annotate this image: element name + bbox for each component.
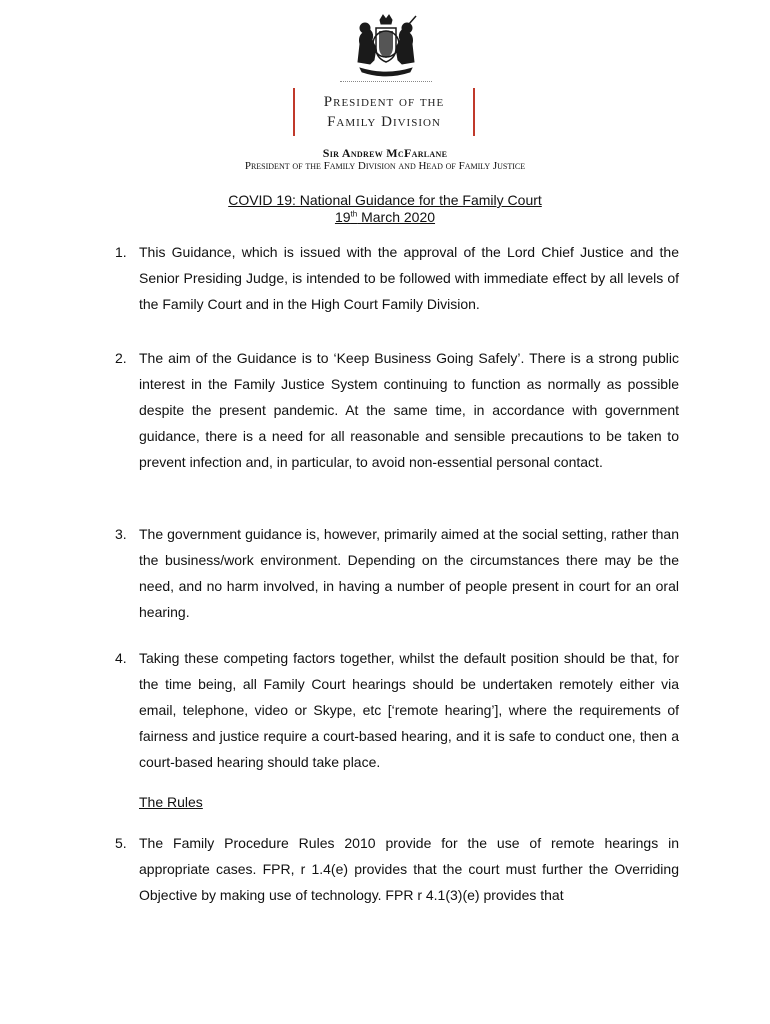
paragraph-text: This Guidance, which is issued with the approval of the Lord Chief Justice and the Senior Presiding Judge, is intended to be followed with immediate effect by all levels of the Family Court and in the High Court Family Division. [139, 244, 679, 312]
paragraph-number: 4. [115, 650, 127, 666]
paragraph-number: 5. [115, 835, 127, 851]
paragraph-number: 1. [115, 244, 127, 260]
paragraph-3 [115, 521, 679, 625]
date-day: 19 [334, 209, 351, 225]
paragraph-number: 3. [115, 526, 127, 542]
paragraph-text: The Family Procedure Rules 2010 provide for the use of remote hearings in appropriate cases. FPR, r 1.4(e) provides that the court must further the Overriding Objective by making use of technology. FPR r 4.1(3)(e) provides that [139, 835, 679, 903]
author-role: President of the Family Division and Head of Family Justice [244, 160, 526, 172]
paragraph-2 [115, 345, 679, 475]
document-date [0, 209, 770, 225]
paragraph-text: The government guidance is, however, primarily aimed at the social setting, rather than the business/work environment. Depending on the circumstances there may be the need, and no harm involved, in having a number of people present in court for an oral hearing. [139, 526, 679, 620]
office-title-block [293, 88, 475, 136]
paragraph-text: The aim of the Guidance is to ‘Keep Business Going Safely’. There is a strong public interest in the Family Justice System continuing to function as normally as possible despite the present pandemic. At the same time, in accordance with government guidance, there is a need for all reasonable and sensible precautions to be taken to prevent infection and, in particular, to avoid non-essential personal contact. [139, 350, 679, 470]
date-month-year: March 2020 [357, 209, 436, 225]
paragraph-4 [115, 645, 679, 775]
paragraph-number: 2. [115, 350, 127, 366]
paragraph-5 [115, 830, 679, 908]
paragraph-text: Taking these competing factors together, whilst the default position should be that, for the time being, all Family Court hearings should be undertaken remotely either via email, telephone, video or Skype, etc [‘remote hearing’], where the requirements of fairness and justice require a court-based hearing, and it is safe to conduct one, then a court-based hearing should take place. [139, 650, 679, 770]
date-suffix: th [350, 209, 358, 219]
author-name: Sir Andrew McFarlane [322, 146, 448, 160]
office-title-line1: President of the [323, 94, 445, 110]
paragraph-1 [115, 239, 679, 317]
royal-coat-of-arms-icon [350, 14, 422, 78]
section-heading-the-rules: The Rules [139, 794, 203, 810]
document-title: COVID 19: National Guidance for the Family Court [228, 192, 542, 208]
office-title-line2: Family Division [327, 114, 441, 130]
header-dotted-divider [340, 81, 432, 82]
